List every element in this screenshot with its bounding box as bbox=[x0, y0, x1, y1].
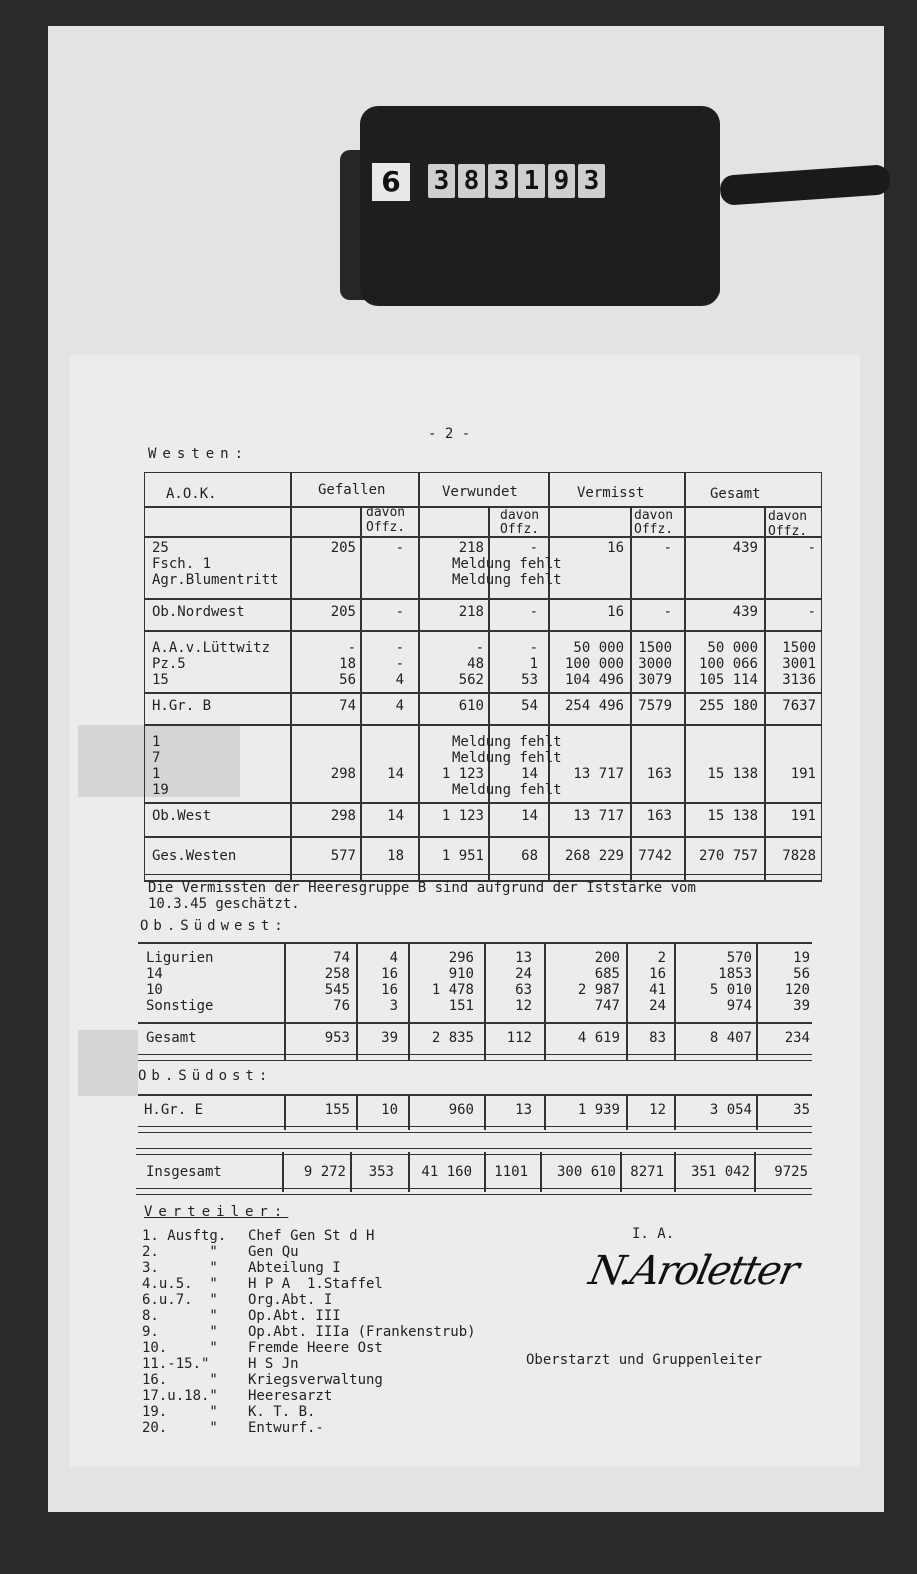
counter-digit: 3 bbox=[488, 164, 515, 198]
row-note: Meldung fehlt bbox=[452, 556, 562, 572]
col-rule bbox=[282, 1152, 284, 1192]
table-cell: 120 bbox=[784, 982, 810, 998]
table-cell: 4 bbox=[389, 950, 398, 966]
table-cell: 218 bbox=[458, 540, 484, 556]
row-label: Ligurien bbox=[146, 950, 214, 966]
verteiler-recipient: Entwurf.- bbox=[248, 1420, 324, 1436]
counter-digit: 3 bbox=[428, 164, 455, 198]
table-cell: 163 bbox=[646, 766, 672, 782]
table-cell: 54 bbox=[521, 698, 538, 714]
table-cell: 298 bbox=[330, 808, 356, 824]
table-cell: 1 939 bbox=[577, 1102, 620, 1118]
table-cell: - bbox=[529, 540, 538, 556]
table-cell: 48 bbox=[467, 656, 484, 672]
table-cell: 254 496 bbox=[564, 698, 624, 714]
row-note: Meldung fehlt bbox=[452, 750, 562, 766]
table-cell: 155 bbox=[324, 1102, 350, 1118]
rule bbox=[144, 536, 822, 538]
verteiler-number: 10. " bbox=[142, 1340, 218, 1356]
page-number: - 2 - bbox=[428, 426, 471, 442]
verteiler-number: 1. Ausftg. bbox=[142, 1228, 227, 1244]
rule bbox=[144, 724, 822, 726]
col-rule bbox=[626, 1094, 628, 1130]
section-heading-suedwest: Ob.Südwest: bbox=[140, 918, 288, 934]
col-rule bbox=[544, 1094, 546, 1130]
row-label: A.A.v.Lüttwitz bbox=[152, 640, 271, 656]
table-cell: - bbox=[395, 656, 404, 672]
header-offz: Offz. bbox=[500, 522, 540, 537]
signature-ia: I. A. bbox=[632, 1226, 675, 1242]
table-cell: 255 180 bbox=[698, 698, 758, 714]
table-cell: 3000 bbox=[638, 656, 672, 672]
table-cell: 14 bbox=[521, 808, 538, 824]
counter-prefix: 6 bbox=[372, 163, 410, 201]
rule bbox=[144, 836, 822, 838]
table-cell: 16 bbox=[649, 966, 666, 982]
table-cell: 1 123 bbox=[441, 808, 484, 824]
header-davon: davon bbox=[768, 509, 808, 524]
table-cell: 353 bbox=[368, 1164, 394, 1180]
double-rule bbox=[136, 1148, 812, 1155]
verteiler-recipient: Op.Abt. IIIa (Frankenstrub) bbox=[248, 1324, 476, 1340]
section-heading-suedost: Ob.Südost: bbox=[138, 1068, 273, 1084]
col-rule bbox=[540, 1152, 542, 1192]
table-cell: - bbox=[347, 640, 356, 656]
header-davon: davon bbox=[634, 508, 674, 523]
table-cell: 577 bbox=[330, 848, 356, 864]
row-label: Fsch. 1 bbox=[152, 556, 212, 572]
counter-digit: 8 bbox=[458, 164, 485, 198]
table-cell: 4 bbox=[395, 672, 404, 688]
table-cell: 1853 bbox=[718, 966, 752, 982]
verteiler-recipient: Kriegsverwaltung bbox=[248, 1372, 383, 1388]
table-cell: 191 bbox=[790, 766, 816, 782]
col-rule bbox=[350, 1152, 352, 1192]
table-cell: 8271 bbox=[630, 1164, 664, 1180]
col-rule bbox=[674, 942, 676, 1060]
table-cell: 13 bbox=[515, 950, 532, 966]
table-cell: 14 bbox=[387, 808, 404, 824]
verteiler-recipient: Chef Gen St d H bbox=[248, 1228, 375, 1244]
table-cell: 200 bbox=[594, 950, 620, 966]
table-cell: 14 bbox=[387, 766, 404, 782]
table-cell: 3136 bbox=[782, 672, 816, 688]
col-rule bbox=[284, 942, 286, 1060]
col-rule bbox=[484, 942, 486, 1060]
verteiler-number: 6.u.7. " bbox=[142, 1292, 218, 1308]
verteiler-recipient: K. T. B. bbox=[248, 1404, 316, 1420]
double-rule bbox=[138, 1054, 812, 1061]
table-cell: - bbox=[475, 640, 484, 656]
rule bbox=[144, 598, 822, 600]
table-cell: 14 bbox=[521, 766, 538, 782]
counter-digit: 3 bbox=[578, 164, 605, 198]
row-label: Ob.Nordwest bbox=[152, 604, 245, 620]
header-verwundet: Verwundet bbox=[442, 484, 518, 500]
col-rule bbox=[674, 1094, 676, 1130]
table-cell: 9725 bbox=[774, 1164, 808, 1180]
verteiler-number: 17.u.18." bbox=[142, 1388, 218, 1404]
table-cell: 16 bbox=[381, 982, 398, 998]
table-cell: 63 bbox=[515, 982, 532, 998]
double-rule bbox=[136, 1188, 812, 1195]
col-rule bbox=[356, 942, 358, 1060]
row-label: H.Gr. E bbox=[144, 1102, 204, 1118]
col-rule bbox=[408, 1152, 410, 1192]
col-rule bbox=[484, 1094, 486, 1130]
table-cell: 12 bbox=[649, 1102, 666, 1118]
table-cell: 151 bbox=[448, 998, 474, 1014]
table-cell: 270 757 bbox=[698, 848, 758, 864]
table-cell: - bbox=[663, 540, 672, 556]
verteiler-number: 20. " bbox=[142, 1420, 218, 1436]
table-cell: 76 bbox=[333, 998, 350, 1014]
table-cell: 50 000 bbox=[573, 640, 624, 656]
table-cell: - bbox=[395, 604, 404, 620]
table-cell: 1 951 bbox=[441, 848, 484, 864]
table-cell: 3001 bbox=[782, 656, 816, 672]
row-label: Gesamt bbox=[146, 1030, 197, 1046]
rule bbox=[144, 506, 822, 508]
table-cell: 10 bbox=[381, 1102, 398, 1118]
row-label: Ges.Westen bbox=[152, 848, 237, 864]
table-cell: 13 717 bbox=[573, 808, 624, 824]
verteiler-number: 9. " bbox=[142, 1324, 218, 1340]
verteiler-recipient: H P A 1.Staffel bbox=[248, 1276, 383, 1292]
table-cell: 7828 bbox=[782, 848, 816, 864]
row-label: H.Gr. B bbox=[152, 698, 212, 714]
col-rule bbox=[484, 1152, 486, 1192]
footnote: Die Vermissten der Heeresgruppe B sind aufgrund der Iststärke vom bbox=[148, 880, 696, 896]
table-cell: 24 bbox=[649, 998, 666, 1014]
table-cell: 351 042 bbox=[690, 1164, 750, 1180]
row-label: 1 bbox=[152, 734, 161, 750]
table-cell: 205 bbox=[330, 540, 356, 556]
table-cell: 191 bbox=[790, 808, 816, 824]
table-cell: 16 bbox=[381, 966, 398, 982]
verteiler-number: 19. " bbox=[142, 1404, 218, 1420]
table-cell: 1500 bbox=[638, 640, 672, 656]
row-label: Pz.5 bbox=[152, 656, 186, 672]
table-cell: 163 bbox=[646, 808, 672, 824]
header-gefallen: Gefallen bbox=[318, 482, 386, 498]
table-cell: 19 bbox=[793, 950, 810, 966]
table-cell: 3 054 bbox=[709, 1102, 752, 1118]
footnote: 10.3.45 geschätzt. bbox=[148, 896, 300, 912]
table-cell: 234 bbox=[784, 1030, 810, 1046]
table-cell: 7579 bbox=[638, 698, 672, 714]
table-cell: - bbox=[663, 604, 672, 620]
table-cell: 68 bbox=[521, 848, 538, 864]
verteiler-recipient: Fremde Heere Ost bbox=[248, 1340, 383, 1356]
table-cell: 56 bbox=[793, 966, 810, 982]
handwritten-signature: N.Aroletter bbox=[585, 1248, 802, 1294]
table-cell: 3079 bbox=[638, 672, 672, 688]
verteiler-recipient: Heeresarzt bbox=[248, 1388, 333, 1404]
col-rule bbox=[356, 1094, 358, 1130]
verteiler-number: 2. " bbox=[142, 1244, 218, 1260]
row-label: 15 bbox=[152, 672, 169, 688]
row-note: Meldung fehlt bbox=[452, 572, 562, 588]
table-cell: 13 717 bbox=[573, 766, 624, 782]
rule bbox=[144, 692, 822, 694]
table-cell: 258 bbox=[324, 966, 350, 982]
counter-digit: 1 bbox=[518, 164, 545, 198]
header-aok: A.O.K. bbox=[166, 486, 217, 502]
table-cell: 74 bbox=[339, 698, 356, 714]
row-label: 1 bbox=[152, 766, 161, 782]
verteiler-number: 8. " bbox=[142, 1308, 218, 1324]
table-cell: 1 bbox=[529, 656, 538, 672]
row-label: 7 bbox=[152, 750, 161, 766]
table-cell: 300 610 bbox=[556, 1164, 616, 1180]
rule bbox=[144, 802, 822, 804]
header-offz: Offz. bbox=[768, 524, 808, 539]
col-rule bbox=[756, 1094, 758, 1130]
table-cell: 8 407 bbox=[709, 1030, 752, 1046]
table-cell: 7637 bbox=[782, 698, 816, 714]
table-cell: 296 bbox=[448, 950, 474, 966]
table-cell: 439 bbox=[732, 540, 758, 556]
table-cell: 2 bbox=[657, 950, 666, 966]
header-gesamt: Gesamt bbox=[710, 486, 761, 502]
counter-digit: 9 bbox=[548, 164, 575, 198]
col-rule bbox=[284, 1094, 286, 1130]
row-label: Insgesamt bbox=[146, 1164, 222, 1180]
table-cell: 100 000 bbox=[564, 656, 624, 672]
table-cell: 39 bbox=[381, 1030, 398, 1046]
counter-digits bbox=[428, 164, 605, 200]
signature-title: Oberstarzt und Gruppenleiter bbox=[526, 1352, 763, 1368]
table-cell: 218 bbox=[458, 604, 484, 620]
row-label: 10 bbox=[146, 982, 163, 998]
header-vermisst: Vermisst bbox=[577, 485, 645, 501]
verteiler-heading: Verteiler: bbox=[144, 1204, 289, 1220]
table-cell: 3 bbox=[389, 998, 398, 1014]
table-cell: 105 114 bbox=[698, 672, 758, 688]
table-cell: 16 bbox=[607, 604, 624, 620]
col-rule bbox=[408, 1094, 410, 1130]
table-cell: 41 160 bbox=[421, 1164, 472, 1180]
row-note: Meldung fehlt bbox=[452, 734, 562, 750]
col-rule bbox=[408, 942, 410, 1060]
table-cell: 1500 bbox=[782, 640, 816, 656]
col-rule bbox=[674, 1152, 676, 1192]
header-offz: Offz. bbox=[634, 522, 674, 537]
row-label: 14 bbox=[146, 966, 163, 982]
table-cell: 100 066 bbox=[698, 656, 758, 672]
table-cell: 35 bbox=[793, 1102, 810, 1118]
table-cell: 610 bbox=[458, 698, 484, 714]
tape-strip bbox=[78, 1030, 138, 1096]
table-cell: 953 bbox=[324, 1030, 350, 1046]
table-cell: 545 bbox=[324, 982, 350, 998]
verteiler-recipient: H S Jn bbox=[248, 1356, 299, 1372]
table-cell: 74 bbox=[333, 950, 350, 966]
frame-counter bbox=[360, 106, 720, 306]
table-cell: 747 bbox=[594, 998, 620, 1014]
verteiler-recipient: Gen Qu bbox=[248, 1244, 299, 1260]
table-cell: - bbox=[395, 640, 404, 656]
header-davon: davon bbox=[366, 505, 406, 520]
row-label: Sonstige bbox=[146, 998, 214, 1014]
table-cell: 298 bbox=[330, 766, 356, 782]
table-cell: 112 bbox=[506, 1030, 532, 1046]
col-rule bbox=[544, 942, 546, 1060]
verteiler-number: 11.-15." bbox=[142, 1356, 210, 1372]
table-cell: 15 138 bbox=[707, 766, 758, 782]
verteiler-recipient: Abteilung I bbox=[248, 1260, 341, 1276]
col-rule bbox=[626, 942, 628, 1060]
table-cell: 18 bbox=[339, 656, 356, 672]
table-cell: 50 000 bbox=[707, 640, 758, 656]
table-cell: - bbox=[529, 604, 538, 620]
table-cell: - bbox=[395, 540, 404, 556]
row-label: Agr.Blumentritt bbox=[152, 572, 279, 588]
rule bbox=[138, 1022, 812, 1024]
rule bbox=[144, 630, 822, 632]
table-cell: 12 bbox=[515, 998, 532, 1014]
double-rule bbox=[138, 1126, 812, 1133]
row-label: 19 bbox=[152, 782, 169, 798]
verteiler-recipient: Org.Abt. I bbox=[248, 1292, 333, 1308]
col-rule bbox=[754, 1152, 756, 1192]
table-cell: 104 496 bbox=[564, 672, 624, 688]
row-label: Ob.West bbox=[152, 808, 212, 824]
table-cell: 562 bbox=[458, 672, 484, 688]
verteiler-number: 16. " bbox=[142, 1372, 218, 1388]
header-davon: davon bbox=[500, 508, 540, 523]
table-cell: 53 bbox=[521, 672, 538, 688]
col-rule bbox=[620, 1152, 622, 1192]
row-label: 25 bbox=[152, 540, 169, 556]
header-offz: Offz. bbox=[366, 520, 406, 535]
table-cell: 4 619 bbox=[577, 1030, 620, 1046]
table-cell: 13 bbox=[515, 1102, 532, 1118]
table-cell: 685 bbox=[594, 966, 620, 982]
table-cell: - bbox=[529, 640, 538, 656]
table-cell: 15 138 bbox=[707, 808, 758, 824]
table-cell: 1 478 bbox=[431, 982, 474, 998]
table-cell: 24 bbox=[515, 966, 532, 982]
rule bbox=[138, 942, 812, 944]
table-cell: 5 010 bbox=[709, 982, 752, 998]
col-rule bbox=[756, 942, 758, 1060]
table-cell: - bbox=[807, 604, 816, 620]
table-cell: 960 bbox=[448, 1102, 474, 1118]
section-heading-westen: Westen: bbox=[148, 446, 250, 462]
rule bbox=[138, 1094, 812, 1096]
table-cell: 910 bbox=[448, 966, 474, 982]
table-cell: 16 bbox=[607, 540, 624, 556]
table-cell: 268 229 bbox=[564, 848, 624, 864]
table-cell: 1 123 bbox=[441, 766, 484, 782]
table-cell: 205 bbox=[330, 604, 356, 620]
table-cell: 83 bbox=[649, 1030, 666, 1046]
table-cell: 41 bbox=[649, 982, 666, 998]
table-cell: 56 bbox=[339, 672, 356, 688]
verteiler-number: 4.u.5. " bbox=[142, 1276, 218, 1292]
table-cell: 2 835 bbox=[431, 1030, 474, 1046]
table-cell: - bbox=[807, 540, 816, 556]
table-cell: 7742 bbox=[638, 848, 672, 864]
table-cell: 974 bbox=[726, 998, 752, 1014]
table-cell: 18 bbox=[387, 848, 404, 864]
table-cell: 2 987 bbox=[577, 982, 620, 998]
table-cell: 9 272 bbox=[303, 1164, 346, 1180]
row-note: Meldung fehlt bbox=[452, 782, 562, 798]
verteiler-number: 3. " bbox=[142, 1260, 218, 1276]
verteiler-recipient: Op.Abt. III bbox=[248, 1308, 341, 1324]
table-cell: 4 bbox=[395, 698, 404, 714]
table-cell: 39 bbox=[793, 998, 810, 1014]
table-cell: 570 bbox=[726, 950, 752, 966]
table-cell: 1101 bbox=[494, 1164, 528, 1180]
table-cell: 439 bbox=[732, 604, 758, 620]
